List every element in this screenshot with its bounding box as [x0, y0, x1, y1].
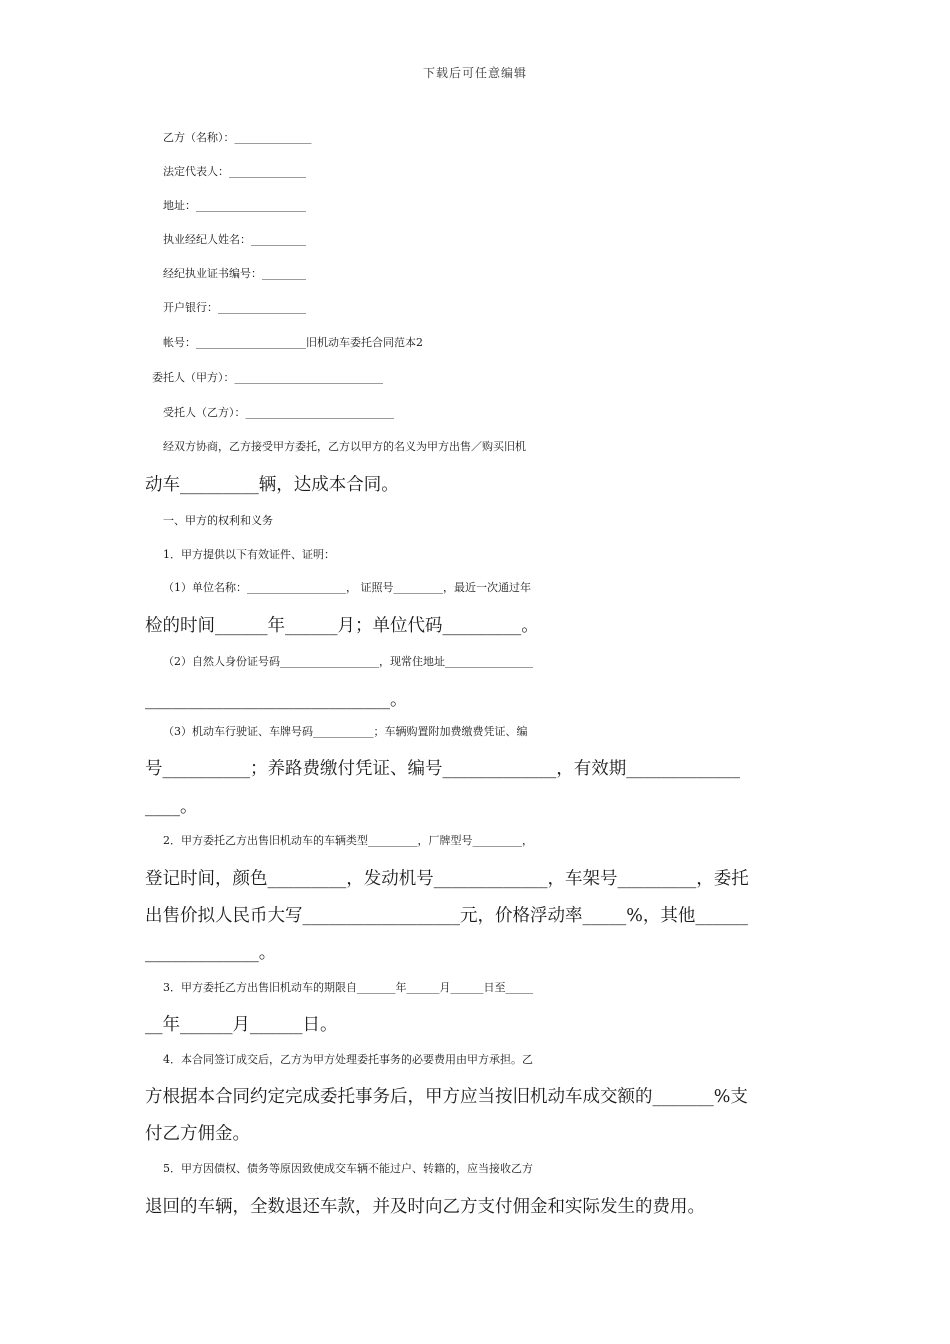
clause-4b: 方根据本合同约定完成委托事务后，甲方应当按旧机动车成交额的_______%支: [145, 1087, 748, 1107]
page-header: 下载后可任意编辑: [422, 66, 527, 80]
bank-line: 开户银行：________________: [163, 301, 306, 314]
section-heading-1: 一、甲方的权利和义务: [163, 514, 273, 527]
broker-name-line: 执业经纪人姓名：__________: [163, 233, 306, 246]
para-intro-1: 经双方协商，乙方接受甲方委托，乙方以甲方的名义为甲方出售／购买旧机: [163, 440, 526, 453]
clause-2d: _____________。: [145, 943, 277, 963]
clause-1-2a: （2）自然人身份证号码__________________，现常住地址________________: [163, 655, 533, 668]
clause-1-3a: （3）机动车行驶证、车牌号码___________；车辆购置附加费缴费凭证、编: [163, 725, 528, 738]
clause-3b: __年______月______日。: [145, 1015, 338, 1035]
clause-1-1a: （1）单位名称：__________________， 证照号_________，最近一次通过年: [163, 581, 531, 594]
account-line: 帐号：____________________旧机动车委托合同范本2: [163, 336, 423, 349]
address-line: 地址：____________________: [163, 199, 306, 212]
agent-line: 受托人（乙方）：___________________________: [163, 406, 394, 419]
clause-4c: 付乙方佣金。: [145, 1124, 250, 1144]
clause-2b: 登记时间，颜色_________，发动机号_____________，车架号_________，委托: [145, 869, 749, 889]
clause-1-2b: ____________________________。: [145, 690, 408, 710]
clause-1-title: 1．甲方提供以下有效证件、证明：: [163, 548, 335, 561]
cert-number-line: 经纪执业证书编号：________: [163, 267, 306, 280]
legal-rep-line: 法定代表人：______________: [163, 165, 306, 178]
para-intro-2: 动车_________辆，达成本合同。: [145, 475, 399, 495]
clause-2a: 2．甲方委托乙方出售旧机动车的车辆类型_________，厂牌型号_________，: [163, 834, 533, 847]
clause-5b: 退回的车辆，全数退还车款，并及时向乙方支付佣金和实际发生的费用。: [145, 1197, 705, 1217]
clause-4a: 4．本合同签订成交后，乙方为甲方处理委托事务的必要费用由甲方承担。乙: [163, 1053, 533, 1066]
clause-1-3b: 号__________；养路费缴付凭证、编号_____________，有效期_____________: [145, 759, 740, 779]
party-b-name-line: 乙方（名称）：______________: [163, 131, 312, 144]
principal-line: 委托人（甲方）：___________________________: [152, 371, 383, 384]
clause-5a: 5．甲方因债权、债务等原因致使成交车辆不能过户、转籍的，应当接收乙方: [163, 1162, 533, 1175]
clause-1-1b: 检的时间______年______月；单位代码_________。: [145, 616, 539, 636]
clause-3a: 3．甲方委托乙方出售旧机动车的期限自_______年______月______日至_____: [163, 981, 533, 994]
clause-1-3c: ____。: [145, 797, 198, 817]
clause-2c: 出售价拟人民币大写__________________元，价格浮动率_____%，其他______: [145, 906, 748, 926]
